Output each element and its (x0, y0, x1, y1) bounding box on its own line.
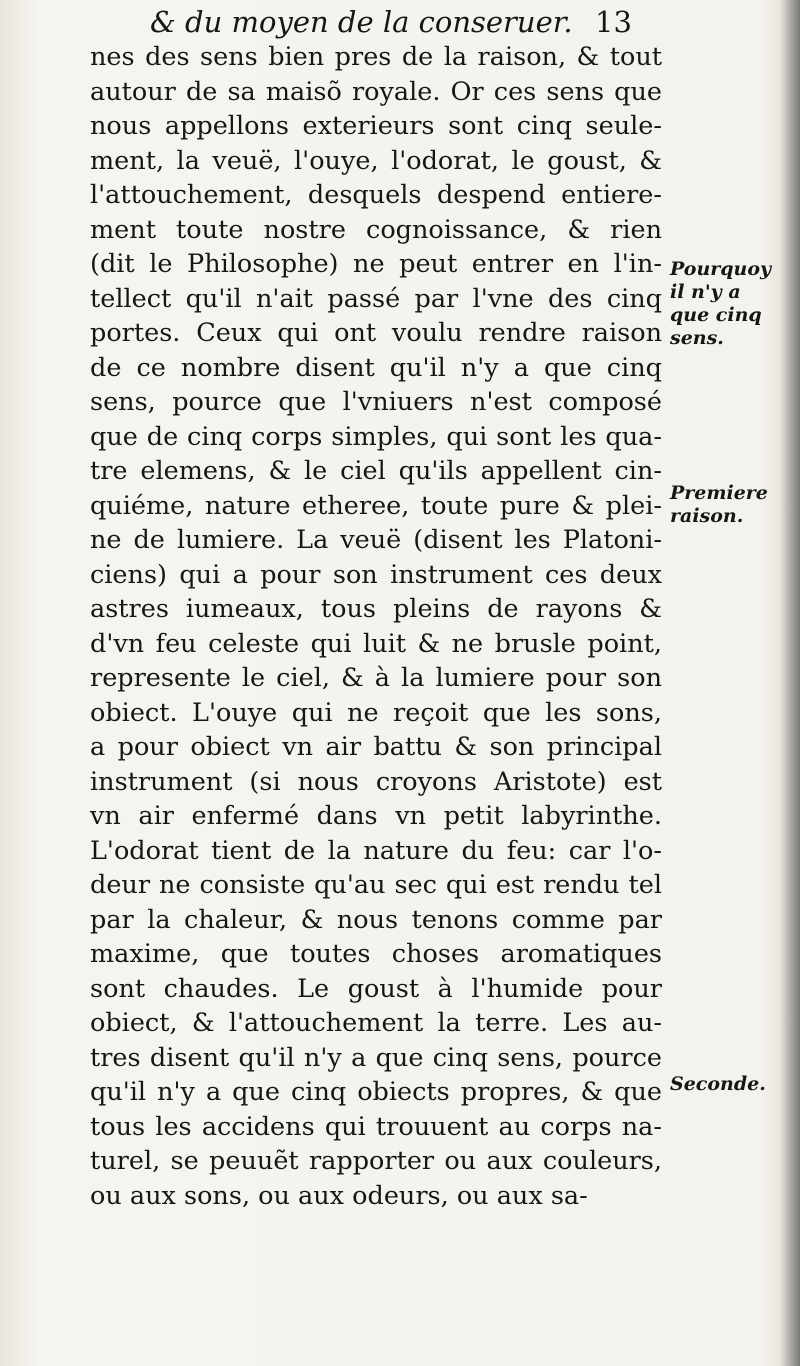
page-number: 13 (595, 5, 632, 39)
text-line: ment, la veuë, l'ouye, l'odorat, le goust, & (90, 145, 662, 176)
text-line: nous appellons exterieurs sont cinq seule- (90, 111, 662, 141)
margin-note-seconde (670, 1073, 798, 1096)
text-line: tres disent qu'il n'y a que cinq sens, pource (90, 1042, 662, 1073)
text-line: turel, se peuuẽt rapporter ou aux couleurs, (90, 1146, 662, 1176)
text-line: instrument (si nous croyons Aristote) est (90, 766, 662, 797)
margin-note-line: Seconde. (670, 1073, 766, 1095)
margin-note-line: Pourquoy (670, 258, 772, 280)
text-line: obiect, & l'attouchement la terre. Les au- (90, 1008, 662, 1038)
body-text (90, 40, 662, 1213)
text-line: (dit le Philosophe) ne peut entrer en l'in- (90, 249, 662, 279)
text-line: a pour obiect vn air battu & son principal (90, 732, 662, 762)
text-line: autour de sa maisõ royale. Or ces sens que (90, 76, 662, 107)
text-line: que de cinq corps simples, qui sont les qua- (90, 421, 662, 452)
text-line: L'odorat tient de la nature du feu: car l'o- (90, 835, 662, 866)
page-edge-shadow (780, 0, 800, 1366)
page-header (150, 2, 670, 42)
margin-note-line: sens. (670, 327, 724, 349)
text-line: ciens) qui a pour son instrument ces deux (90, 559, 662, 590)
margin-note-pourquoy (670, 258, 798, 350)
text-line: vn air enfermé dans vn petit labyrinthe. (90, 801, 662, 831)
margin-note-line: il n'y a (670, 281, 741, 303)
text-line: ne de lumiere. La veuë (disent les Platoni- (90, 525, 662, 555)
text-line: quiéme, nature etheree, toute pure & plei- (90, 490, 662, 521)
text-line: deur ne consiste qu'au sec qui est rendu tel (90, 870, 662, 900)
text-line: ou aux sons, ou aux odeurs, ou aux sa- (90, 1180, 588, 1211)
text-line: nes des sens bien pres de la raison, & tout (90, 42, 662, 72)
text-line: tellect qu'il n'ait passé par l'vne des cinq (90, 283, 662, 314)
text-line: tous les accidens qui trouuent au corps na- (90, 1111, 662, 1142)
text-line: sens, pource que l'vniuers n'est composé (90, 387, 662, 417)
text-line: de ce nombre disent qu'il n'y a que cinq (90, 352, 662, 383)
text-line: astres iumeaux, tous pleins de rayons & (90, 594, 662, 624)
text-line: tre elemens, & le ciel qu'ils appellent cin- (90, 456, 662, 486)
text-line: par la chaleur, & nous tenons comme par (90, 904, 662, 935)
margin-note-line: que cinq (670, 304, 762, 326)
margin-note-line: Premiere (670, 482, 768, 504)
text-line: portes. Ceux qui ont voulu rendre raison (90, 318, 662, 348)
text-line: sont chaudes. Le goust à l'humide pour (90, 973, 662, 1004)
text-line: maxime, que toutes choses aromatiques (90, 939, 662, 969)
text-line: qu'il n'y a que cinq obiects propres, & que (90, 1077, 662, 1107)
text-line: ment toute nostre cognoissance, & rien (90, 214, 662, 245)
text-line: l'attouchement, desquels despend entiere- (90, 180, 662, 210)
margin-note-line: raison. (670, 505, 744, 527)
margin-note-premiere (670, 482, 798, 528)
running-title: & du moyen de la conseruer. (150, 5, 573, 39)
text-line: represente le ciel, & à la lumiere pour son (90, 663, 662, 693)
text-line: obiect. L'ouye qui ne reçoit que les sons, (90, 697, 662, 728)
text-line: d'vn feu celeste qui luit & ne brusle point, (90, 628, 662, 659)
